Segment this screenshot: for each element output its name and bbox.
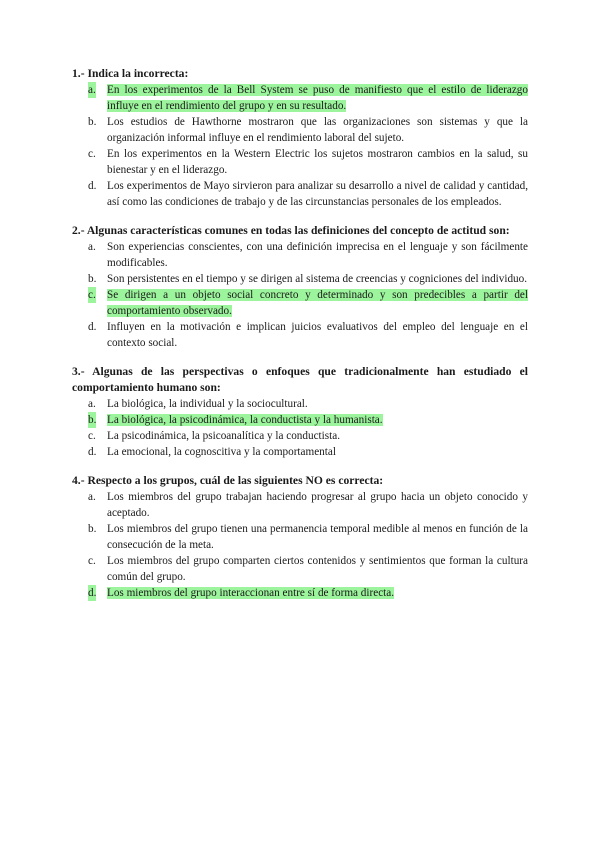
option-b	[72, 412, 528, 428]
option-d	[72, 319, 528, 351]
option-letter: c.	[88, 555, 96, 567]
option-list	[72, 82, 528, 210]
option-letter: d.	[88, 321, 97, 333]
question-1	[72, 66, 528, 210]
option-letter: b.	[88, 273, 97, 285]
option-text: En los experimentos en la Western Electric los sujetos mostraron cambios en la salud, su bienestar y en el liderazgo.	[107, 148, 528, 176]
option-text: La biológica, la individual y la sociocultural.	[107, 398, 308, 410]
option-b	[72, 521, 528, 553]
option-text: La emocional, la cognoscitiva y la comportamental	[107, 446, 336, 458]
option-text: La biológica, la psicodinámica, la conductista y la humanista.	[107, 414, 383, 426]
question-title: 4.- Respecto a los grupos, cuál de las siguientes NO es correcta:	[72, 474, 384, 487]
option-text: Los estudios de Hawthorne mostraron que las organizaciones son sistemas y que la organización informal influye en el rendimiento laboral del sujeto.	[107, 116, 528, 144]
option-letter: b.	[88, 116, 97, 128]
option-c	[72, 428, 528, 444]
option-text: Los miembros del grupo comparten ciertos contenidos y sentimientos que forman la cultura común del grupo.	[107, 555, 528, 583]
option-letter: d.	[88, 180, 97, 192]
question-4	[72, 473, 528, 601]
document-page	[72, 66, 528, 614]
option-letter: a.	[88, 491, 96, 503]
option-list	[72, 239, 528, 351]
question-title: 2.- Algunas características comunes en todas las definiciones del concepto de actitud son:	[72, 224, 510, 237]
option-b	[72, 114, 528, 146]
option-a	[72, 489, 528, 521]
option-list	[72, 396, 528, 460]
option-a	[72, 396, 528, 412]
question-2	[72, 223, 528, 351]
option-text: Son experiencias conscientes, con una definición imprecisa en el lenguaje y son fácilmente modificables.	[107, 241, 528, 269]
option-letter: b.	[88, 414, 97, 426]
option-c	[72, 287, 528, 319]
option-text: En los experimentos de la Bell System se puso de manifiesto que el estilo de liderazgo influye en el rendimiento del grupo y en su resultado.	[107, 84, 528, 112]
option-d	[72, 178, 528, 210]
option-text: Son persistentes en el tiempo y se dirigen al sistema de creencias y cogniciones del individuo.	[107, 273, 528, 285]
question-3	[72, 364, 528, 460]
option-letter: a.	[88, 84, 96, 96]
option-c	[72, 146, 528, 178]
option-d	[72, 444, 528, 460]
option-letter: d.	[88, 587, 97, 599]
option-a	[72, 239, 528, 271]
option-b	[72, 271, 528, 287]
option-text: Influyen en la motivación e implican juicios evaluativos del empleo del lenguaje en el contexto social.	[107, 321, 528, 349]
option-text: Se dirigen a un objeto social concreto y determinado y son predecibles a partir del comportamiento observado.	[107, 289, 528, 317]
option-text: Los miembros del grupo interaccionan entre sí de forma directa.	[107, 587, 395, 599]
question-title: 1.- Indica la incorrecta:	[72, 67, 189, 80]
option-text: Los experimentos de Mayo sirvieron para analizar su desarrollo a nivel de calidad y cantidad, así como las condiciones de trabajo y de las circunstancias personales de los empleados.	[107, 180, 528, 208]
option-letter: a.	[88, 398, 96, 410]
option-list	[72, 489, 528, 601]
option-text: Los miembros del grupo tienen una permanencia temporal medible al menos en función de la consecución de la meta.	[107, 523, 528, 551]
option-a	[72, 82, 528, 114]
option-letter: c.	[88, 430, 96, 442]
option-letter: a.	[88, 241, 96, 253]
option-letter: b.	[88, 523, 97, 535]
option-text: La psicodinámica, la psicoanalítica y la conductista.	[107, 430, 340, 442]
option-letter: c.	[88, 289, 96, 301]
question-title: 3.- Algunas de las perspectivas o enfoques que tradicionalmente han estudiado el comportamiento humano son:	[72, 365, 528, 394]
option-c	[72, 553, 528, 585]
option-letter: d.	[88, 446, 97, 458]
option-text: Los miembros del grupo trabajan haciendo progresar al grupo hacia un objeto conocido y aceptado.	[107, 491, 528, 519]
option-d	[72, 585, 528, 601]
option-letter: c.	[88, 148, 96, 160]
